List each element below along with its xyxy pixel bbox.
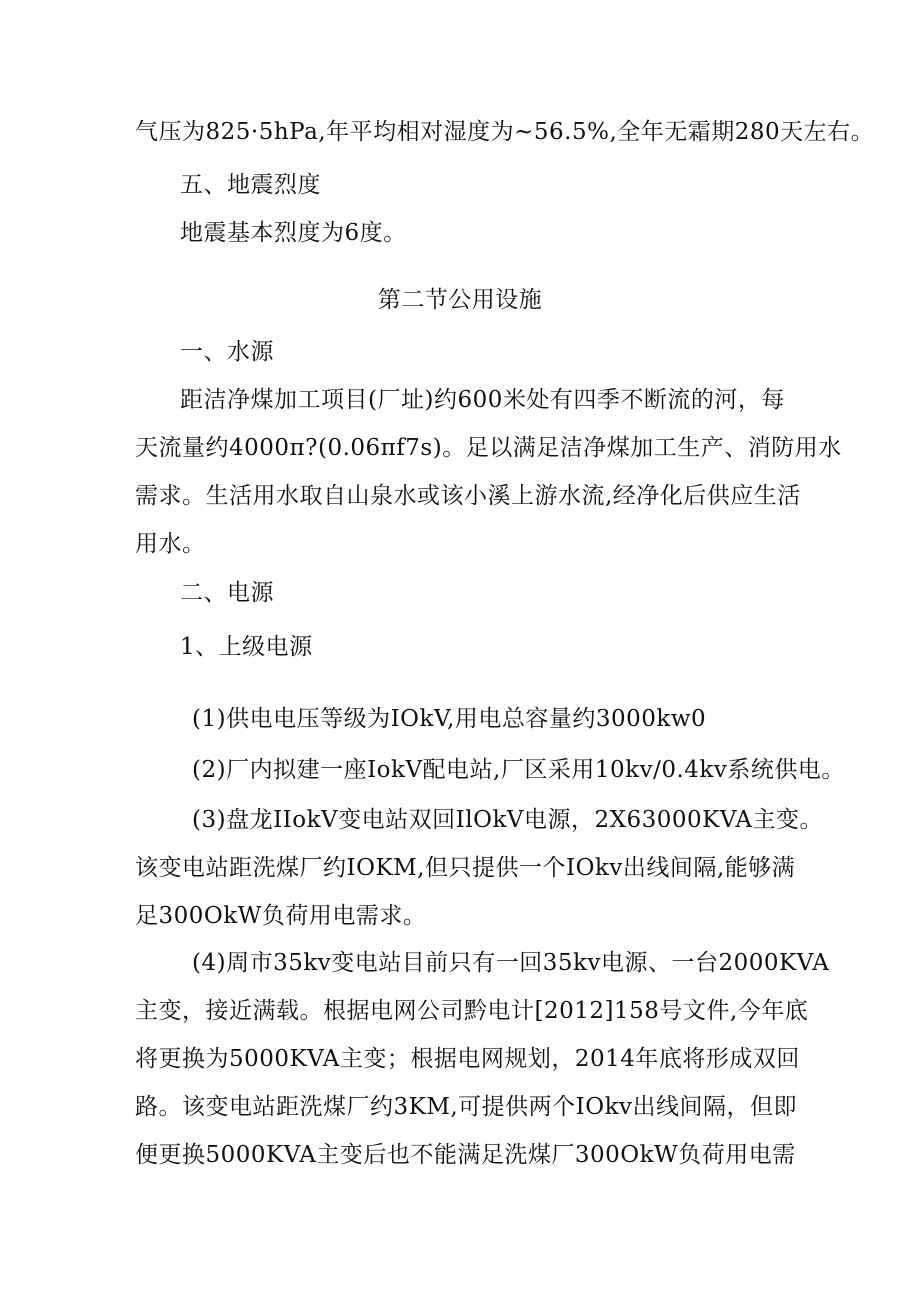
list-item-4-line-1: (4)周市35kv变电站目前只有一回35kv电源、一台2000KVA: [192, 950, 830, 976]
list-item-2: (2)厂内拟建一座IokV配电站,厂区采用10kv∕0.4kv系统供电。: [192, 757, 845, 783]
section-heading-water: 一、水源: [180, 339, 274, 365]
section-heading-earthquake: 五、地震烈度: [180, 172, 321, 198]
list-item-4-line-5: 便更换5000KVA主变后也不能满足洗煤厂300OkW负荷用电需: [135, 1142, 796, 1168]
list-item-3-line-3: 足300OkW负荷用电需求。: [135, 903, 427, 929]
paragraph-line-earthquake: 地震基本烈度为6度。: [180, 220, 407, 246]
list-item-4-line-2: 主变，接近满载。根据电网公司黔电计[2012]158号文件,今年底: [135, 998, 809, 1024]
section-heading-power: 二、电源: [180, 580, 274, 606]
list-item-4-line-4: 路。该变电站距洗煤厂约3KM,可提供两个IOkv出线间隔，但即: [135, 1094, 798, 1120]
paragraph-line-water-2: 天流量约4000π?(0.06πf7s)。足以满足洁净煤加工生产、消防用水: [135, 435, 842, 461]
paragraph-line-water-1: 距洁净煤加工项目(厂址)约600米处有四季不断流的河，每: [180, 387, 785, 413]
list-item-3-line-1: (3)盘龙IIokV变电站双回IlOkV电源，2X63000KVA主变。: [192, 807, 824, 833]
list-item-1: (1)供电电压等级为IOkV,用电总容量约3000kw0: [192, 706, 707, 732]
paragraph-line-climate: 气压为825·5hPa,年平均相对湿度为~56.5%,全年无霜期280天左右。: [135, 119, 875, 145]
paragraph-line-water-3: 需求。生活用水取自山泉水或该小溪上游水流,经净化后供应生活: [135, 483, 801, 509]
list-item-3-line-2: 该变电站距洗煤厂约IOKM,但只提供一个IOkv出线间隔,能够满: [135, 855, 796, 881]
paragraph-line-water-4: 用水。: [135, 531, 206, 557]
subsection-heading-upper-power: 1、上级电源: [180, 634, 313, 660]
list-item-4-line-3: 将更换为5000KVA主变；根据电网规划，2014年底将形成双回: [135, 1046, 800, 1072]
chapter-title: 第二节公用设施: [377, 287, 543, 313]
